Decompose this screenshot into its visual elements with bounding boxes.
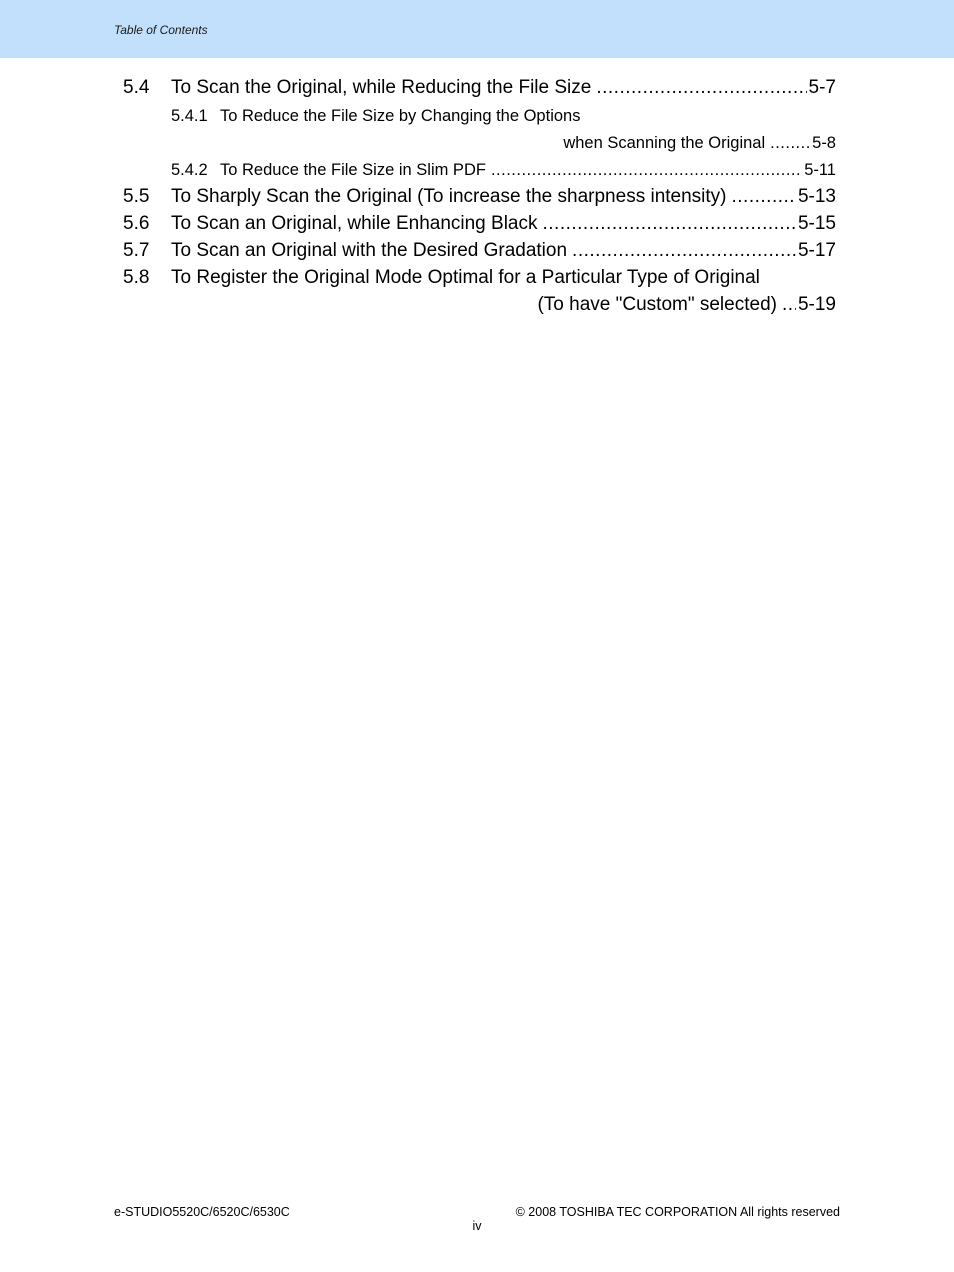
- toc-leader-dots: [542, 213, 795, 235]
- toc-entry-5-4-1-continuation[interactable]: [400, 134, 836, 153]
- toc-entry-5-6[interactable]: [123, 213, 836, 235]
- toc-entry-number: 5.6: [123, 213, 150, 234]
- toc-entry-title-continuation: (To have "Custom" selected): [537, 294, 777, 315]
- toc-entry-5-7[interactable]: [123, 240, 836, 262]
- toc-entry-title: To Register the Original Mode Optimal for a Particular Type of Original: [171, 267, 760, 288]
- toc-entry-title-continuation: when Scanning the Original: [563, 134, 766, 152]
- footer-page-number: iv: [472, 1219, 482, 1233]
- header-band: [0, 0, 954, 58]
- toc-entry-5-4-1[interactable]: [171, 107, 836, 126]
- toc-entry-number: 5.4.2: [171, 161, 208, 179]
- toc-entry-title: To Reduce the File Size by Changing the Options: [220, 107, 581, 125]
- toc-entry-number: 5.7: [123, 240, 150, 261]
- toc-entry-page: 5-15: [797, 213, 836, 234]
- toc-entry-number: 5.4: [123, 77, 150, 98]
- toc-entry-title: To Sharply Scan the Original (To increase the sharpness intensity): [171, 186, 727, 207]
- running-header-title: Table of Contents: [114, 23, 208, 37]
- toc-leader-dots: [770, 134, 810, 153]
- toc-entry-title: To Scan the Original, while Reducing the File Size: [171, 77, 592, 98]
- toc-entry-number: 5.5: [123, 186, 150, 207]
- toc-entry-page: 5-8: [812, 134, 836, 152]
- toc-leader-dots: [782, 294, 796, 316]
- toc-entry-title: To Scan an Original with the Desired Gradation: [171, 240, 568, 261]
- toc-entry-number: 5.8: [123, 267, 150, 288]
- toc-entry-5-4[interactable]: [123, 77, 836, 99]
- toc-entry-page: 5-17: [797, 240, 836, 261]
- toc-entry-5-8[interactable]: [123, 267, 836, 289]
- toc-leader-dots: [732, 186, 796, 208]
- toc-entry-page: 5-19: [797, 294, 836, 315]
- toc-entry-5-5[interactable]: [123, 186, 836, 208]
- toc-entry-5-8-continuation[interactable]: [400, 294, 836, 316]
- toc-leader-dots: [572, 240, 796, 262]
- toc-leader-dots: [596, 77, 806, 99]
- toc-entry-title: To Scan an Original, while Enhancing Black: [171, 213, 538, 234]
- toc-entry-page: 5-13: [797, 186, 836, 207]
- toc-entry-page: 5-11: [804, 161, 836, 179]
- footer-copyright: © 2008 TOSHIBA TEC CORPORATION All rights reserved: [515, 1205, 840, 1219]
- footer-model: e-STUDIO5520C/6520C/6530C: [114, 1205, 290, 1219]
- toc-entry-page: 5-7: [808, 77, 836, 98]
- toc-leader-dots: [491, 161, 802, 180]
- toc-entry-title: To Reduce the File Size in Slim PDF: [220, 161, 486, 179]
- toc-entry-5-4-2[interactable]: [171, 161, 836, 180]
- toc-entry-number: 5.4.1: [171, 107, 208, 125]
